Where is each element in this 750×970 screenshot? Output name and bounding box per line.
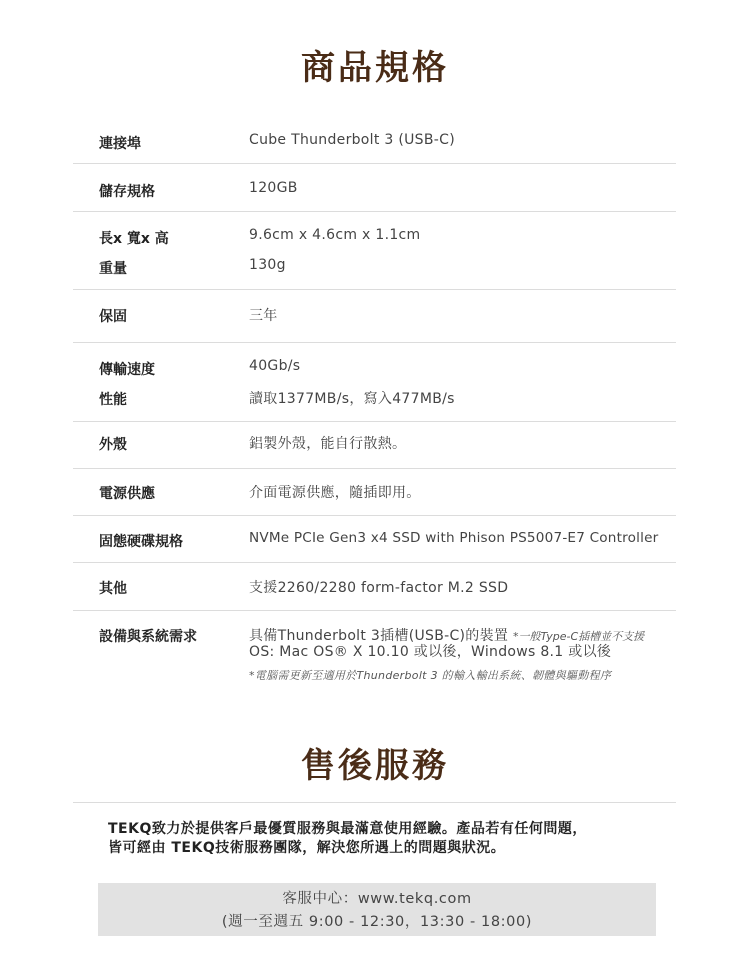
spec-row-dimensions <box>73 212 676 290</box>
spec-label: 其他 <box>99 581 127 597</box>
spec-label: 設備與系統需求 <box>99 629 197 645</box>
divider <box>73 802 676 803</box>
service-hours: (週一至週五 9:00 - 12:30，13:30 - 18:00) <box>221 914 533 930</box>
spec-label: 電源供應 <box>99 486 155 502</box>
spec-label: 長x 寬x 高 <box>99 231 169 247</box>
spec-row-other <box>73 563 676 611</box>
spec-label: 傳輸速度 <box>99 362 155 378</box>
contact-box <box>98 883 656 936</box>
spec-value: 9.6cm x 4.6cm x 1.1cm <box>249 227 421 243</box>
spec-label: 重量 <box>99 261 127 277</box>
specs-title: 商品規格 <box>301 48 449 88</box>
spec-value: 讀取1377MB/s，寫入477MB/s <box>249 391 455 407</box>
spec-row-storage <box>73 164 676 212</box>
spec-value: 130g <box>249 257 286 273</box>
spec-label: 外殼 <box>99 437 127 453</box>
spec-label: 固態硬碟規格 <box>99 534 183 550</box>
spec-label: 連接埠 <box>99 136 141 152</box>
spec-value: 支援2260/2280 form-factor M.2 SSD <box>249 580 509 596</box>
spec-row-power <box>73 469 676 516</box>
spec-label: 性能 <box>99 392 127 408</box>
service-title: 售後服務 <box>301 746 449 786</box>
requirement-bios-note: *電腦需更新至適用於Thunderbolt 3 的輸入輸出系統、韌體與驅動程序 <box>249 669 612 682</box>
spec-value: 介面電源供應，隨插即用。 <box>249 485 421 501</box>
spec-label: 儲存規格 <box>99 184 155 200</box>
spec-value: Cube Thunderbolt 3 (USB-C) <box>249 132 455 148</box>
spec-row-transfer <box>73 343 676 422</box>
requirement-device: 具備Thunderbolt 3插槽(USB-C)的裝置 <box>249 628 509 644</box>
requirement-note: *一般Type-C插槽並不支援 <box>512 630 645 643</box>
spec-value: 120GB <box>249 180 298 196</box>
spec-row-warranty <box>73 290 676 343</box>
spec-row-requirements <box>73 611 676 695</box>
spec-value: 40Gb/s <box>249 358 301 374</box>
spec-row-ssd <box>73 516 676 563</box>
spec-value: 鋁製外殼，能自行散熱。 <box>249 436 407 452</box>
spec-value: 三年 <box>249 308 278 324</box>
spec-table <box>73 116 676 695</box>
requirement-os: OS: Mac OS® X 10.10 或以後，Windows 8.1 或以後 <box>249 644 612 660</box>
service-text-line: TEKQ致力於提供客戶最優質服務與最滿意使用經驗。產品若有任何問題， <box>108 821 587 837</box>
spec-value: NVMe PCIe Gen3 x4 SSD with Phison PS5007-E7 Controller <box>249 530 659 546</box>
spec-label: 保固 <box>99 309 127 325</box>
spec-row-port <box>73 116 676 164</box>
service-text-line: 皆可經由 TEKQ技術服務團隊，解決您所遇上的問題與狀況。 <box>108 840 506 856</box>
spec-row-casing <box>73 422 676 469</box>
service-description <box>108 820 668 858</box>
customer-service-link[interactable]: 客服中心：www.tekq.com <box>282 891 472 907</box>
